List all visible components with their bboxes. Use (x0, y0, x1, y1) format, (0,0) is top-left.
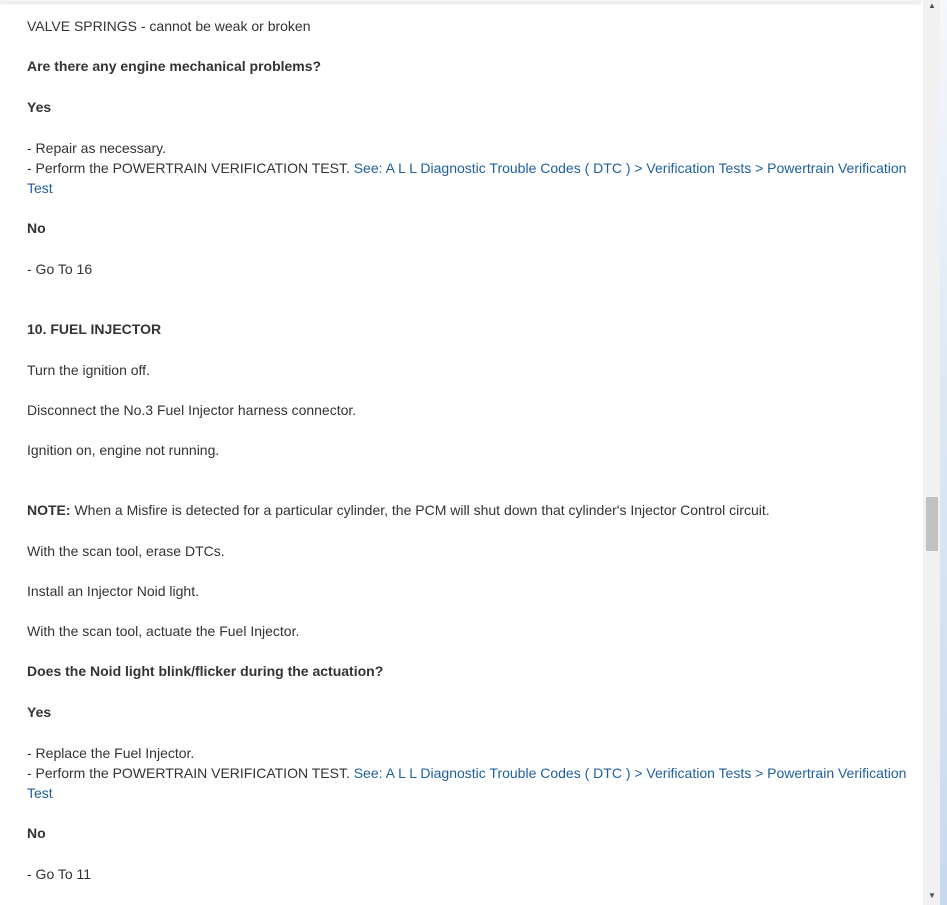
answer-yes-label: Yes (27, 704, 52, 720)
yes-step-verification (27, 158, 907, 198)
step-erase-dtcs: With the scan tool, erase DTCs. (27, 543, 225, 559)
yes-step-repair: - Repair as necessary. (27, 140, 167, 156)
window-edge (940, 0, 947, 905)
caret-up-icon[interactable]: ▲ (928, 1, 936, 10)
answer-yes-label: Yes (27, 99, 52, 115)
vertical-scrollbar[interactable] (923, 0, 940, 905)
yes-step-verification (27, 763, 907, 803)
question-noid-blink: Does the Noid light blink/flicker during the actuation? (27, 663, 384, 679)
answer-no-label: No (27, 825, 46, 841)
powertrain-verification-link[interactable]: See: A L L Diagnostic Trouble Codes ( DTC ) > Verification Tests > Powertrain Verification Test (27, 160, 907, 196)
note-label: NOTE: (27, 502, 71, 518)
scrollbar-thumb[interactable] (926, 497, 938, 551)
caret-down-icon[interactable]: ▼ (928, 891, 936, 900)
note-text: When a Misfire is detected for a particular cylinder, the PCM will shut down that cylinder's Injector Control circuit. (70, 502, 770, 518)
step-install-noid: Install an Injector Noid light. (27, 583, 199, 599)
answer-no-label: No (27, 220, 46, 236)
section-title-fuel-injector: 10. FUEL INJECTOR (27, 321, 162, 337)
top-toolbar-edge (0, 0, 921, 2)
question-engine-mechanical: Are there any engine mechanical problems? (27, 58, 322, 74)
step-disconnect-connector: Disconnect the No.3 Fuel Injector harness connector. (27, 402, 357, 418)
powertrain-verification-link[interactable]: See: A L L Diagnostic Trouble Codes ( DTC ) > Verification Tests > Powertrain Verification Test (27, 765, 907, 801)
step-actuate-injector: With the scan tool, actuate the Fuel Injector. (27, 623, 300, 639)
yes-step-replace-injector: - Replace the Fuel Injector. (27, 745, 195, 761)
verification-step-text: - Perform the POWERTRAIN VERIFICATION TEST. (27, 160, 354, 176)
verification-step-text: - Perform the POWERTRAIN VERIFICATION TEST. (27, 765, 354, 781)
step-ignition-off: Turn the ignition off. (27, 362, 150, 378)
valve-springs-text: VALVE SPRINGS - cannot be weak or broken (27, 18, 311, 34)
no-step-goto: - Go To 11 (27, 866, 92, 882)
no-step-goto: - Go To 16 (27, 261, 93, 277)
step-ignition-on: Ignition on, engine not running. (27, 442, 220, 458)
note-paragraph (27, 500, 770, 520)
